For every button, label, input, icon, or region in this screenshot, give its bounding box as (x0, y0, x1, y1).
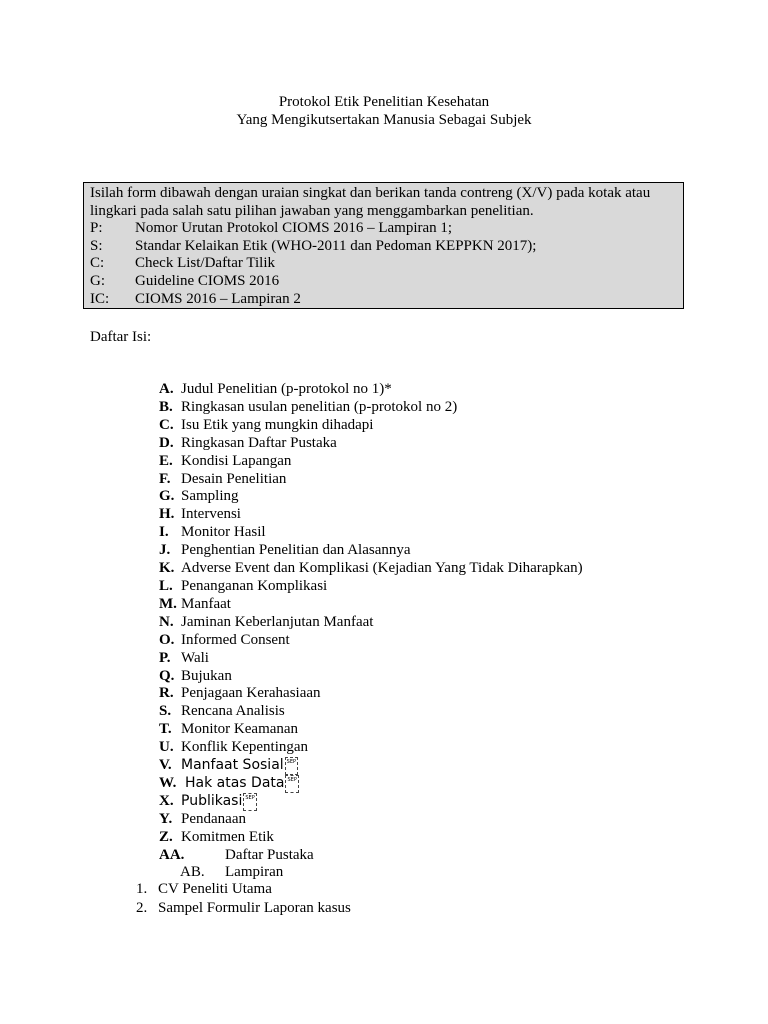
legend-row (90, 238, 677, 256)
toc-text: Bujukan (181, 667, 232, 684)
toc-letter: B. (159, 398, 173, 415)
toc-item (159, 435, 583, 453)
legend-text: Standar Kelaikan Etik (WHO-2011 dan Pedoman KEPPKN 2017); (135, 237, 537, 254)
toc-item (159, 381, 583, 399)
toc-text: Isu Etik yang mungkin dihadapi (181, 416, 374, 433)
document-subtitle: Yang Mengikutsertakan Manusia Sebagai Subjek (236, 112, 532, 128)
toc-text: Desain Penelitian (181, 470, 287, 487)
legend-text: Check List/Daftar Tilik (135, 255, 275, 272)
toc-letter: N. (159, 613, 174, 630)
toc-item (159, 506, 583, 524)
toc-item (159, 650, 583, 668)
toc-letter: F. (159, 470, 171, 487)
toc-letter: M. (159, 595, 177, 612)
toc-letter: Q. (159, 667, 175, 684)
toc-letter: T. (159, 721, 172, 738)
toc-item (159, 757, 583, 775)
sep-marker-icon: SEP (243, 793, 256, 811)
toc-item (159, 811, 583, 829)
toc-text: Informed Consent (181, 631, 290, 648)
toc-text: Manfaat (181, 595, 231, 612)
toc-text: Komitmen Etik (181, 828, 274, 845)
toc-text: Intervensi (181, 506, 241, 523)
instruction-line: Isilah form dibawah dengan uraian singkat dan berikan tanda contreng (X/V) pada kotak atau (90, 185, 651, 201)
toc-letter: V. (159, 757, 172, 774)
toc-item (159, 685, 583, 703)
table-of-contents (159, 381, 583, 882)
legend-text: CIOMS 2016 – Lampiran 2 (135, 290, 301, 307)
toc-letter: J. (159, 542, 171, 559)
sep-marker-icon: SEP (285, 757, 298, 775)
sep-marker-icon: SEP (285, 775, 298, 793)
toc-text: Sampling (181, 488, 239, 505)
toc-item (159, 542, 583, 560)
toc-item (159, 703, 583, 721)
toc-letter: R. (159, 685, 174, 702)
toc-item (159, 488, 583, 506)
toc-letter: K. (159, 560, 175, 577)
attachment-list (136, 880, 351, 917)
attachment-number: 1. (136, 881, 148, 897)
attachment-item (136, 899, 351, 918)
toc-item (159, 417, 583, 435)
toc-text: Pendanaan (181, 810, 246, 827)
legend-text: Guideline CIOMS 2016 (135, 272, 280, 289)
toc-text: Manfaat Sosial (181, 757, 284, 774)
attachment-text: Sampel Formulir Laporan kasus (158, 899, 351, 916)
toc-letter: E. (159, 452, 173, 469)
toc-item (159, 453, 583, 471)
toc-text: Hak atas Data (185, 774, 285, 791)
legend-row (90, 273, 677, 291)
toc-item (159, 524, 583, 542)
legend-code: C: (90, 255, 105, 272)
instruction-line: lingkari pada salah satu pilihan jawaban yang menggambarkan penelitian. (90, 202, 534, 219)
toc-letter: Z. (159, 828, 173, 845)
toc-item (159, 578, 583, 596)
toc-text: Monitor Keamanan (181, 721, 299, 738)
attachment-item (136, 880, 351, 899)
toc-item (159, 721, 583, 739)
toc-letter: H. (159, 506, 175, 523)
toc-letter: A. (159, 381, 174, 397)
toc-letter: S. (159, 703, 172, 720)
legend-row (90, 220, 677, 238)
legend-row (90, 255, 677, 273)
toc-letter: AA. (159, 846, 185, 863)
toc-letter: D. (159, 434, 174, 451)
toc-text: Ringkasan Daftar Pustaka (181, 434, 337, 451)
legend-code: S: (90, 237, 103, 254)
toc-item (159, 829, 583, 847)
toc-item (159, 775, 583, 793)
toc-text: Judul Penelitian (p-protokol no 1)* (181, 381, 392, 397)
toc-letter: G. (159, 488, 175, 505)
toc-letter: L. (159, 577, 173, 594)
toc-letter: AB. (180, 864, 205, 881)
toc-letter: O. (159, 631, 175, 648)
toc-item (159, 739, 583, 757)
attachment-text: CV Peneliti Utama (158, 881, 272, 897)
toc-letter: Y. (159, 810, 173, 827)
toc-item (159, 560, 583, 578)
toc-text: Wali (181, 649, 209, 666)
document-title: Protokol Etik Penelitian Kesehatan (278, 94, 490, 110)
toc-item (159, 471, 583, 489)
toc-letter: I. (159, 524, 169, 541)
legend-row (90, 291, 677, 309)
toc-text: Kondisi Lapangan (181, 452, 292, 469)
toc-text: Penghentian Penelitian dan Alasannya (181, 542, 411, 559)
legend-code: G: (90, 272, 105, 289)
toc-text: Monitor Hasil (181, 524, 266, 541)
toc-text: Penanganan Komplikasi (181, 577, 328, 594)
toc-item (159, 793, 583, 811)
toc-text: Jaminan Keberlanjutan Manfaat (181, 613, 374, 630)
legend-code: IC: (90, 290, 110, 307)
toc-item (159, 596, 583, 614)
toc-text: Daftar Pustaka (225, 846, 314, 863)
toc-text: Rencana Analisis (181, 703, 285, 720)
toc-letter: U. (159, 739, 174, 756)
legend-code: P: (90, 220, 103, 237)
toc-letter: C. (159, 416, 174, 433)
toc-item (159, 847, 583, 865)
toc-item (159, 632, 583, 650)
toc-letter: P. (159, 649, 171, 666)
toc-heading: Daftar Isi: (90, 329, 152, 345)
toc-text: Penjagaan Kerahasiaan (181, 685, 321, 702)
toc-item (159, 399, 583, 417)
legend-text: Nomor Urutan Protokol CIOMS 2016 – Lampiran 1; (135, 220, 453, 237)
instruction-box (83, 182, 684, 309)
toc-text: Publikasi (181, 792, 243, 809)
toc-text: Ringkasan usulan penelitian (p-protokol no 2) (181, 398, 458, 415)
toc-letter: X. (159, 792, 174, 809)
toc-text: Lampiran (225, 864, 284, 881)
toc-letter: W. (159, 774, 177, 791)
toc-item (159, 614, 583, 632)
attachment-number: 2. (136, 899, 148, 916)
toc-text: Adverse Event dan Komplikasi (Kejadian Yang Tidak Diharapkan) (181, 560, 583, 577)
toc-text: Konflik Kepentingan (181, 739, 309, 756)
toc-item (159, 668, 583, 686)
